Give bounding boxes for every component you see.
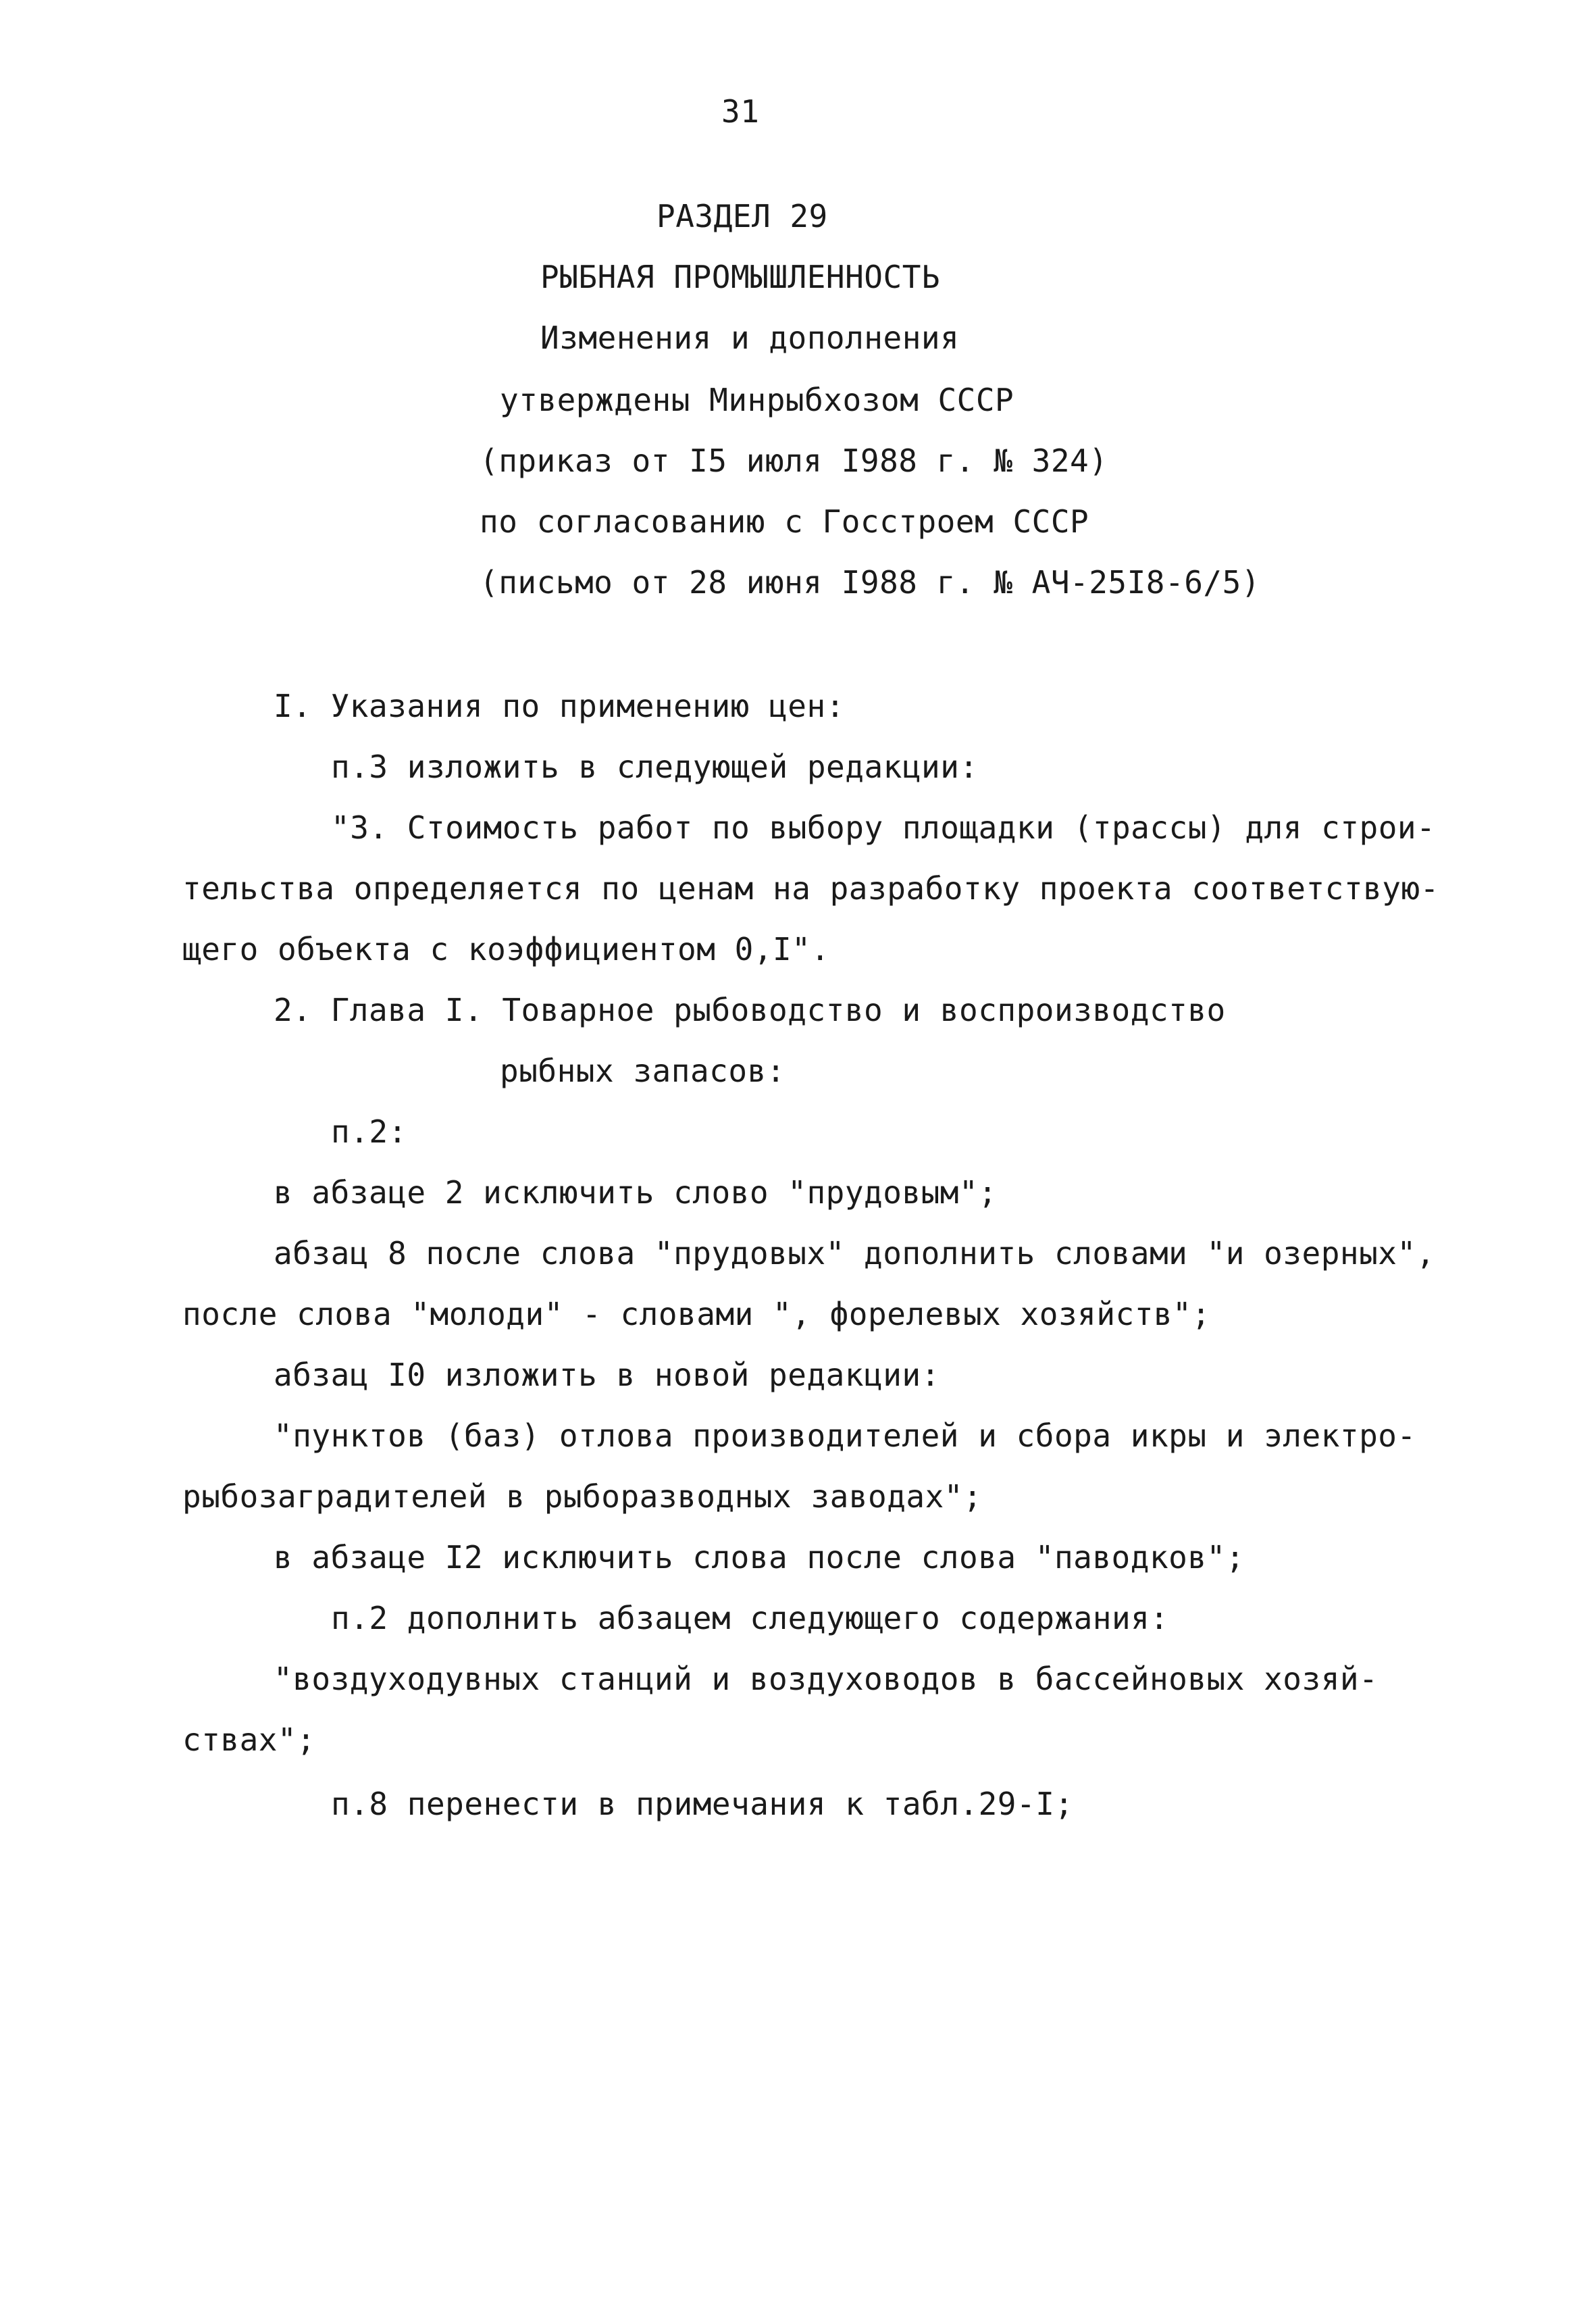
section-number: РАЗДЕЛ 29 [657,198,828,234]
approval-line-2: (приказ от I5 июля I988 г. № 324) [480,443,1108,479]
paragraph-2-line-f: п.8 перенести в примечания к табл.29-I; [331,1786,1074,1822]
paragraph-1-item: п.3 изложить в следующей редакции: [331,749,979,785]
approval-line-4: (письмо от 28 июня I988 г. № АЧ-25I8-6/5) [480,564,1260,601]
paragraph-2-heading-line-1: 2. Глава I. Товарное рыбоводство и воспроизводство [274,992,1226,1028]
paragraph-2-item: п.2: [331,1113,407,1150]
paragraph-2-quote-e-1: "воздуходувных станций и воздуховодов в бассейновых хозяй- [274,1661,1379,1697]
paragraph-1-heading: I. Указания по применению цен: [274,688,845,724]
paragraph-2-line-d: в абзаце I2 исключить слова после слова "паводков"; [274,1539,1245,1576]
paragraph-2-line-b-2: после слова "молоди" - словами ", форелевых хозяйств"; [182,1296,1211,1332]
section-title: РЫБНАЯ ПРОМЫШЛЕННОСТЬ [540,259,941,295]
approval-line-1: утверждены Минрыбхозом СССР [500,382,1014,418]
paragraph-1-quote-line-2: тельства определяется по ценам на разработку проекта соответствую- [182,870,1439,907]
approval-line-3: по согласованию с Госстроем СССР [480,503,1089,540]
paragraph-2-line-a: в абзаце 2 исключить слово "прудовым"; [274,1174,998,1211]
paragraph-2-heading-line-2: рыбных запасов: [500,1053,786,1089]
paragraph-2-line-c: абзац I0 изложить в новой редакции: [274,1357,940,1393]
paragraph-2-line-e: п.2 дополнить абзацем следующего содержания: [331,1600,1169,1636]
paragraph-1-quote-line-1: "3. Стоимость работ по выбору площадки (трассы) для строи- [331,809,1436,846]
paragraph-2-quote-c-2: рыбозаградителей в рыборазводных заводах"; [182,1478,983,1515]
paragraph-1-quote-line-3: щего объекта с коэффициентом 0,I". [182,931,830,967]
section-subtitle: Изменения и дополнения [540,320,960,356]
paragraph-2-quote-e-2: ствах"; [182,1721,316,1758]
page-number: 31 [721,93,760,130]
paragraph-2-quote-c-1: "пунктов (баз) отлова производителей и сбора икры и электро- [274,1417,1416,1454]
paragraph-2-line-b-1: абзац 8 после слова "прудовых" дополнить словами "и озерных", [274,1235,1435,1272]
